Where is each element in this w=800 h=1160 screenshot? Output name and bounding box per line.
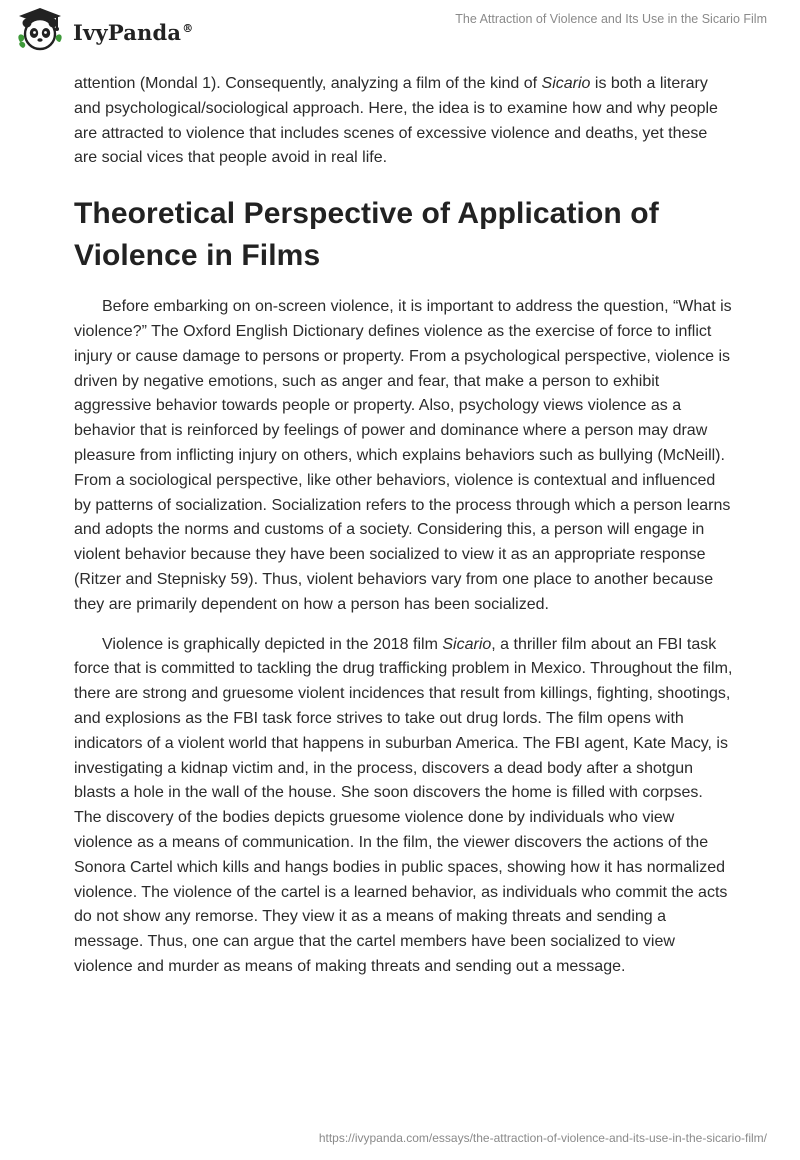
panda-logo-icon xyxy=(14,6,66,52)
source-url-link[interactable]: https://ivypanda.com/essays/the-attraction-of-violence-and-its-use-in-the-sicario-film/ xyxy=(318,1131,767,1145)
running-title: The Attraction of Violence and Its Use in the Sicario Film xyxy=(455,12,767,26)
film-title-italic: Sicario xyxy=(541,75,591,92)
paragraph-definition: Before embarking on on-screen violence, it is important to address the question, “What is violence?” The Oxford English Dictionary defines violence as the exercise of force to inflict injury or cause damage to persons or property. From a psychological perspective, violence is driven by negative emotions, such as anger and fear, that make a person to exhibit aggressive behavior towards people or property. Also, psychology views violence as a behavior that is reinforced by feelings of power and dominance where a person may draw pleasure from inflicting injury on others, which explains behaviors such as bullying (McNeill). From a sociological perspective, like other behaviors, violence is contextual and influenced by patterns of socialization. Socialization refers to the process through which a person learns and adopts the norms and customs of a society. Considering this, a person will engage in violent behavior because they have been socialized to view it as an appropriate response (Ritzer and Stepnisky 59). Thus, violent behaviors vary from one place to another because they are primarily dependent on how a person has been socialized. xyxy=(74,298,732,613)
paragraph-film-analysis: Violence is graphically depicted in the 2018 film Sicario, a thriller film about an FBI task force that is committed to tackling the drug trafficking problem in Mexico. Throughout the film, there are strong and gruesome violent incidences that result from killings, fighting, shootings, and explosions as the FBI task force strives to take out drug lords. The film opens with indicators of a violent world that happens in suburban America. The FBI agent, Kate Macy, is investigating a kidnap victim and, in the process, discovers a dead body after a shotgun blasts a hole in the wall of the house. She soon discovers the home is filled with corpses. The discovery of the bodies depicts gruesome violence done by individuals who view violence as a means of communication. In the film, the viewer discovers the actions of the Sonora Cartel which kills and hangs bodies in public spaces, showing how it has normalized violence. The violence of the cartel is a learned behavior, as individuals who commit the acts do not show any remorse. They view it as a means of making threats and sending a message. Thus, one can argue that the cartel members have been socialized to view violence and murder as means of making threats and sending out a message. xyxy=(74,635,733,975)
page-header xyxy=(0,0,800,60)
film-title-italic: Sicario xyxy=(442,635,492,653)
essay-body xyxy=(74,72,734,980)
ivypanda-logo-link[interactable] xyxy=(14,6,193,52)
brand-name: IvyPanda® xyxy=(73,19,194,45)
section-heading: Theoretical Perspective of Application of Violence in Films xyxy=(74,197,659,273)
paragraph-continuation: attention (Mondal 1). Consequently, analyzing a film of the kind of Sicario is both a literary and psychological/sociological approach. Here, the idea is to examine how and why people are attracted to violence that includes scenes of excessive violence and deaths, yet these are social vices that people avoid in real life. xyxy=(74,75,718,167)
